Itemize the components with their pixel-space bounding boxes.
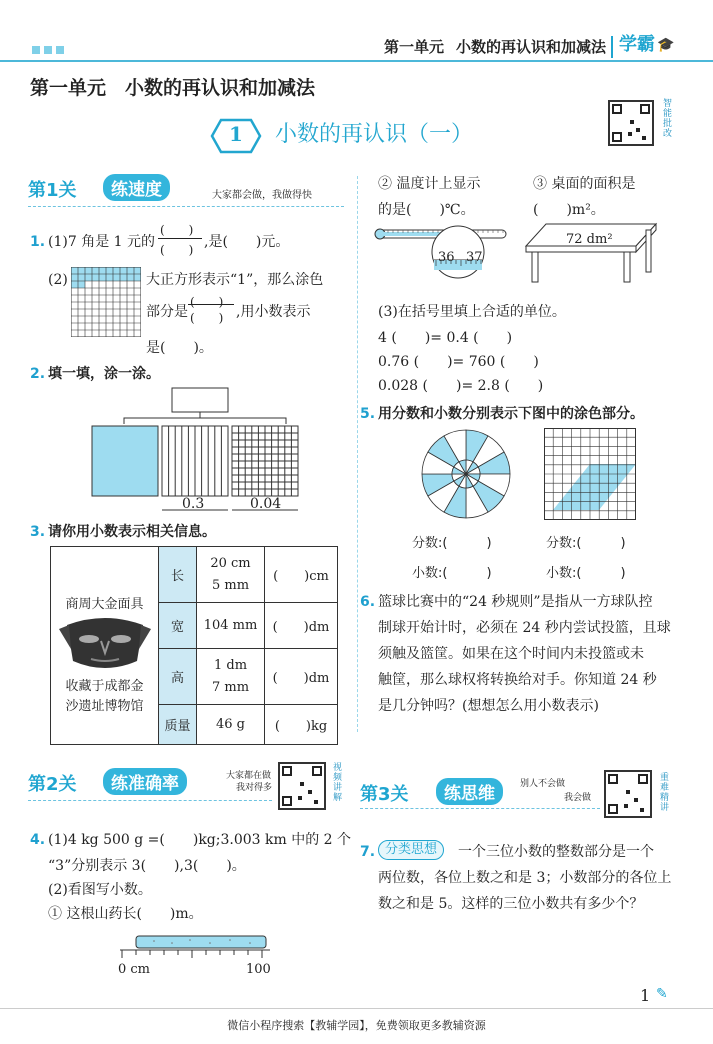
section-1-note: 大家都会做，我做得快: [212, 190, 312, 201]
page-number: 1: [640, 986, 651, 1005]
q5-text: 用分数和小数分别表示下图中的涂色部分。: [378, 406, 644, 422]
section-2-note-2: 我对得多: [236, 783, 273, 793]
q3-table: [50, 546, 338, 745]
fraction-numerator[interactable]: ( ): [160, 223, 194, 237]
row-key: 宽: [159, 603, 197, 649]
q2-number: 2.: [30, 366, 46, 382]
row-answer[interactable]: ( )kg: [265, 705, 338, 745]
thermometer-question: ② 温度计上显示: [378, 176, 481, 192]
qr-code[interactable]: [604, 770, 652, 818]
section-1-label: 第1关: [28, 180, 77, 201]
section-1-dashline: [28, 206, 344, 207]
section-3-note-2: 我会做: [564, 793, 592, 803]
q3-number: 3.: [30, 524, 46, 540]
q7-tag: 分类思想: [378, 840, 444, 860]
section-3-pill: 练思维: [436, 778, 503, 805]
mortarboard-icon: 🎓: [657, 37, 675, 53]
header-brand: 学霸: [619, 34, 655, 55]
q6-number: 6.: [360, 594, 376, 610]
thermometer-tick-37: 37: [466, 250, 483, 265]
section-2-label: 第2关: [28, 774, 77, 795]
mask-cell: [51, 547, 159, 745]
header-divider: [611, 36, 613, 58]
section-2-pill: 练准确率: [103, 768, 187, 795]
column-divider: [357, 176, 358, 732]
table-area-question: ③ 桌面的面积是: [533, 176, 636, 192]
row-answer[interactable]: ( )dm: [265, 603, 338, 649]
row-answer[interactable]: ( )cm: [265, 547, 338, 603]
q4-line-4: ① 这根山药长( )m。: [48, 906, 203, 922]
qr-code[interactable]: [278, 762, 326, 810]
q1-part2-line2: 部分是: [146, 304, 188, 320]
thermometer-answer: 的是( )℃。: [378, 202, 475, 218]
q7-number: 7.: [360, 844, 376, 860]
section-2-note-1: 大家都在做: [226, 771, 272, 781]
q5-decimal-2[interactable]: 小数:( ): [546, 566, 626, 581]
header-deco-square: [44, 46, 52, 54]
units-prompt: (3)在括号里填上合适的单位。: [378, 304, 566, 320]
q2-text: 填一填，涂一涂。: [48, 366, 160, 382]
row-answer[interactable]: ( )dm: [265, 649, 338, 705]
units-line-1[interactable]: 4 ( )= 0.4 ( ): [378, 330, 513, 346]
q4-line-2: “3”分别表示 3( ),3( )。: [48, 858, 246, 874]
mask-caption-bottom-2: 沙遗址博物馆: [65, 699, 144, 714]
table-area-answer: ( )m²。: [533, 202, 605, 218]
q1-part2-head: (2): [48, 272, 68, 288]
q2-label-2: 0.04: [250, 496, 282, 512]
q6-line: 触筐，那么球权将转换给对手。你知道 24 秒: [378, 672, 657, 688]
q7-line: 一个三位小数的整数部分是一个: [458, 844, 654, 860]
q1-part2-line3: ,用小数表示: [236, 304, 311, 320]
qr-side-label: 重难精讲: [658, 772, 668, 812]
fraction-denominator[interactable]: ( ): [190, 311, 224, 325]
section-3-label: 第3关: [360, 784, 409, 805]
header-topic: 小数的再认识和加减法: [456, 38, 607, 56]
pencil-icon: ✎: [656, 986, 668, 1002]
ruler-zero-label: 0 cm: [118, 962, 151, 977]
shaded-grid-figure: [544, 428, 636, 520]
q7-line: 数之和是 5。这样的三位小数共有多少个？: [378, 896, 644, 912]
section-3-note-1: 别人不会做: [520, 779, 566, 789]
q4-line-1: (1)4 kg 500 g =( )kg;3.003 km 中的 2 个: [48, 832, 352, 848]
bronze-mask-image: [57, 615, 153, 673]
section-1-pill: 练速度: [103, 174, 170, 201]
q1-part1-tail: ,是( )元。: [204, 234, 290, 250]
header-rule: [0, 60, 713, 62]
yam-ruler-figure: [114, 928, 274, 964]
q1-part2-line4: 是( )。: [146, 340, 213, 356]
q6-line: 篮球比赛中的“24 秒规则”是指从一方球队控: [378, 594, 653, 610]
q5-decimal-1[interactable]: 小数:( ): [412, 566, 492, 581]
row-value: 46 g: [197, 705, 265, 745]
row-value: 20 cm 5 mm: [197, 547, 265, 603]
section-3-dashline: [360, 808, 600, 809]
q3-text: 请你用小数表示相关信息。: [48, 524, 216, 540]
mask-caption-top: 商周大金面具: [65, 597, 144, 612]
q5-number: 5.: [360, 406, 376, 422]
footer-rule: [0, 1008, 713, 1009]
lesson-number: 1: [229, 122, 243, 146]
q4-number: 4.: [30, 832, 46, 848]
footer-text: 微信小程序搜索【教辅学园】，免费领取更多教辅资源: [227, 1019, 486, 1032]
shaded-circle-figure: [420, 428, 512, 520]
q4-line-3: (2)看图写小数。: [48, 882, 152, 898]
q2-label-1: 0.3: [182, 496, 205, 512]
mask-caption-bottom-1: 收藏于成都金: [65, 679, 144, 694]
qr-side-label: 智能批改: [661, 98, 671, 138]
row-key: 长: [159, 547, 197, 603]
units-line-2[interactable]: 0.76 ( )= 760 ( ): [378, 354, 539, 370]
row-value: 104 mm: [197, 603, 265, 649]
fraction-numerator[interactable]: ( ): [190, 295, 224, 309]
thermometer-tick-36: 36: [438, 250, 455, 265]
row-key: 质量: [159, 705, 197, 745]
qr-code[interactable]: [608, 100, 654, 146]
desk-area-label: 72 dm²: [566, 232, 613, 247]
q6-line: 须触及篮筐。如果在这个时间内未投篮或未: [378, 646, 644, 662]
q5-fraction-1[interactable]: 分数:( ): [412, 536, 492, 551]
q1-part1-text: (1)7 角是 1 元的: [48, 234, 155, 250]
fraction-bar: [188, 304, 234, 305]
fraction-denominator[interactable]: ( ): [160, 243, 194, 257]
row-key: 高: [159, 649, 197, 705]
lesson-title: 小数的再认识（一）: [275, 122, 474, 147]
header-deco-square: [56, 46, 64, 54]
units-line-3[interactable]: 0.028 ( )= 2.8 ( ): [378, 378, 544, 394]
q5-fraction-2[interactable]: 分数:( ): [546, 536, 626, 551]
qr-side-label: 视频讲解: [331, 762, 341, 802]
q6-line: 制球开始计时，必须在 24 秒内尝试投篮，且球: [378, 620, 671, 636]
q2-figures: [90, 386, 330, 516]
page-title: 第一单元 小数的再认识和加减法: [30, 77, 316, 99]
row-value: 1 dm 7 mm: [197, 649, 265, 705]
header-unit: 第一单元: [384, 38, 445, 56]
q1-part2-line1: 大正方形表示“1”，那么涂色: [146, 272, 324, 288]
header-deco-square: [32, 46, 40, 54]
q1-number: 1.: [30, 234, 46, 250]
ruler-100-label: 100: [246, 962, 271, 977]
section-2-dashline: [28, 800, 272, 801]
q7-line: 两位数，各位上数之和是 3；小数部分的各位上: [378, 870, 672, 886]
hundred-grid-figure: [71, 267, 141, 337]
q6-line: 是几分钟吗？(想想怎么用小数表示): [378, 698, 599, 714]
